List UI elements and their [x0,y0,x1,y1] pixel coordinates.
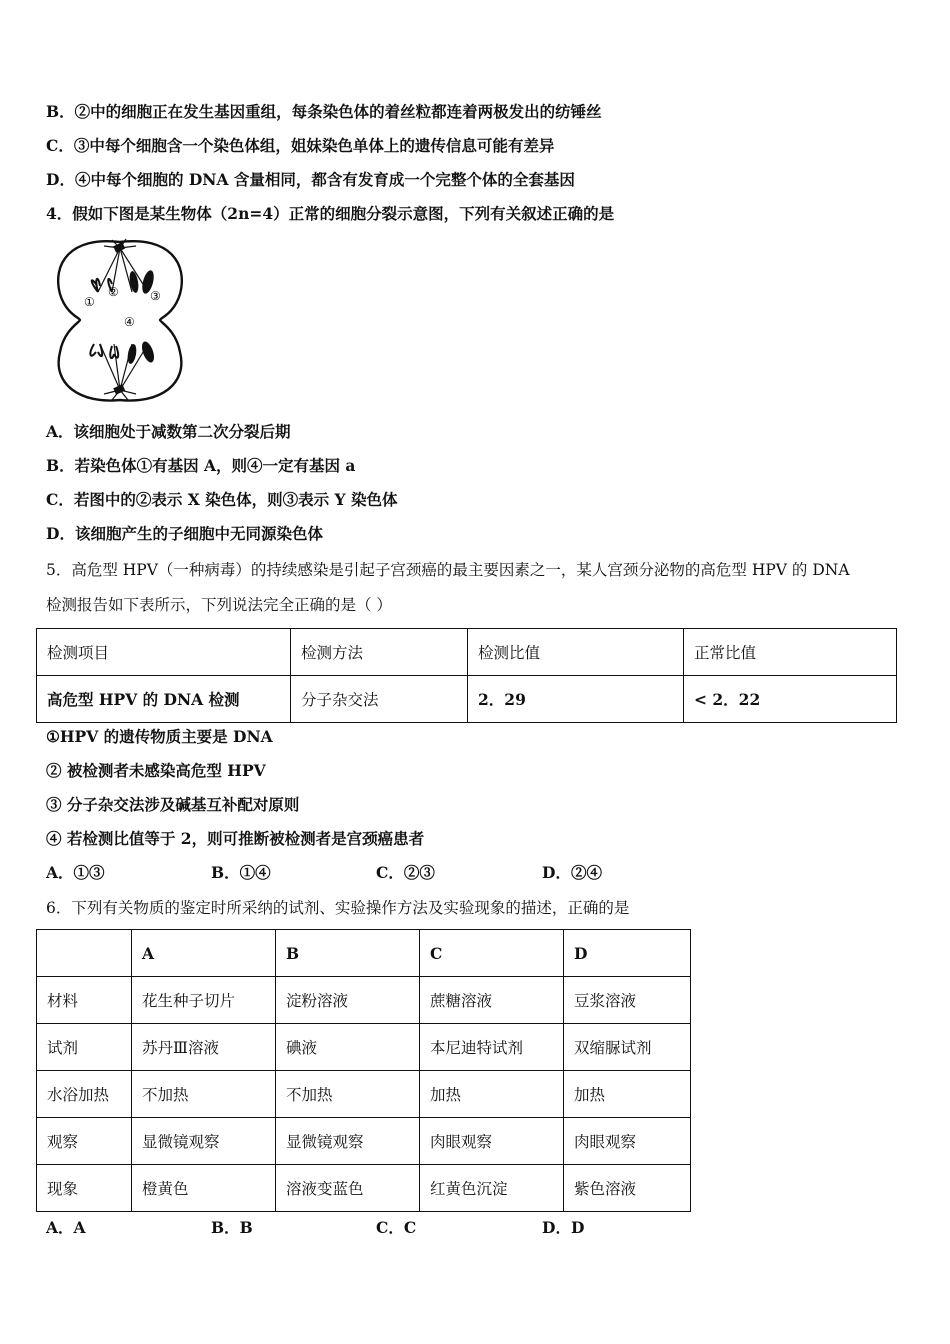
table-header-cell: C [420,930,564,977]
table-row [37,977,691,1024]
table-cell: 碘液 [276,1024,420,1071]
table-header-row [37,930,691,977]
q3-option-d: D．④中每个细胞的 DNA 含量相同，都含有发育成一个完整个体的全套基因 [46,170,575,189]
table-cell: 显微镜观察 [132,1118,276,1165]
q5-option-d: D．②④ [542,863,602,882]
table-cell: 水浴加热 [37,1071,132,1118]
q5-stem-line2: 检测报告如下表所示，下列说法完全正确的是（ ） [46,596,392,614]
chromosome-label-4: ④ [124,315,135,329]
table-cell: 显微镜观察 [276,1118,420,1165]
table-cell: 2．29 [468,676,684,723]
chromosome-label-1: ① [84,295,95,309]
table-row [37,1165,691,1212]
q5-option-a: A．①③ [46,863,105,882]
chromosome-label-2: ② [108,285,119,299]
q6-option-d: D．D [542,1218,585,1237]
table-cell: 加热 [420,1071,564,1118]
table-cell: 紫色溶液 [564,1165,691,1212]
q4-option-b: B．若染色体①有基因 A，则④一定有基因 a [46,456,356,475]
q5-option-c: C．②③ [376,863,435,882]
table-cell: 现象 [37,1165,132,1212]
q3-option-b: B．②中的细胞正在发生基因重组，每条染色体的着丝粒都连着两极发出的纺锤丝 [46,102,602,121]
q5-statement-2: ② 被检测者未感染高危型 HPV [46,761,266,780]
table-cell: 溶液变蓝色 [276,1165,420,1212]
q4-option-a: A．该细胞处于减数第二次分裂后期 [46,422,291,441]
q6-option-a: A．A [46,1218,86,1237]
table-cell: 红黄色沉淀 [420,1165,564,1212]
table-header-cell: B [276,930,420,977]
q5-statement-1: ①HPV 的遗传物质主要是 DNA [46,727,273,746]
table-cell: 不加热 [276,1071,420,1118]
table-cell: 不加热 [132,1071,276,1118]
q6-option-b: B．B [211,1218,253,1237]
table-cell: 豆浆溶液 [564,977,691,1024]
q5-option-b: B．①④ [211,863,271,882]
reagent-table [36,929,691,1212]
table-header-cell: 正常比值 [684,629,897,676]
chromosome-label-3: ③ [150,289,161,303]
q3-option-c: C．③中每个细胞含一个染色体组，姐妹染色单体上的遗传信息可能有差异 [46,136,555,155]
table-cell: 肉眼观察 [420,1118,564,1165]
table-cell: 蔗糖溶液 [420,977,564,1024]
table-cell: < 2．22 [684,676,897,723]
q6-option-c: C．C [376,1218,417,1237]
table-cell: 肉眼观察 [564,1118,691,1165]
table-cell: 花生种子切片 [132,977,276,1024]
table-header-cell [37,930,132,977]
q5-statement-4: ④ 若检测比值等于 2，则可推断被检测者是宫颈癌患者 [46,829,425,848]
q6-stem: 6．下列有关物质的鉴定时所采纳的试剂、实验操作方法及实验现象的描述，正确的是 [46,899,630,917]
table-cell: 双缩脲试剂 [564,1024,691,1071]
table-row [37,676,897,723]
table-row [37,1071,691,1118]
table-header-cell: D [564,930,691,977]
cell-division-figure [50,234,190,406]
table-header-cell: 检测比值 [468,629,684,676]
table-header-cell: A [132,930,276,977]
table-header-row [37,629,897,676]
q5-statement-3: ③ 分子杂交法涉及碱基互补配对原则 [46,795,300,814]
table-cell: 试剂 [37,1024,132,1071]
q4-option-c: C．若图中的②表示 X 染色体，则③表示 Y 染色体 [46,490,398,509]
q4-stem: 4．假如下图是某生物体（2n=4）正常的细胞分裂示意图，下列有关叙述正确的是 [46,204,615,223]
table-cell: 加热 [564,1071,691,1118]
table-cell: 淀粉溶液 [276,977,420,1024]
table-cell: 分子杂交法 [291,676,468,723]
table-cell: 苏丹Ⅲ溶液 [132,1024,276,1071]
q4-option-d: D．该细胞产生的子细胞中无同源染色体 [46,524,323,543]
table-cell: 高危型 HPV 的 DNA 检测 [37,676,291,723]
table-cell: 本尼迪特试剂 [420,1024,564,1071]
table-cell: 材料 [37,977,132,1024]
table-header-cell: 检测方法 [291,629,468,676]
table-row [37,1118,691,1165]
hpv-report-table [36,628,897,723]
table-header-cell: 检测项目 [37,629,291,676]
table-cell: 观察 [37,1118,132,1165]
table-cell: 橙黄色 [132,1165,276,1212]
q5-stem-line1: 5．高危型 HPV（一种病毒）的持续感染是引起子宫颈癌的最主要因素之一，某人宫颈分泌物的高危型 HPV 的 DNA [46,561,850,579]
table-row [37,1024,691,1071]
